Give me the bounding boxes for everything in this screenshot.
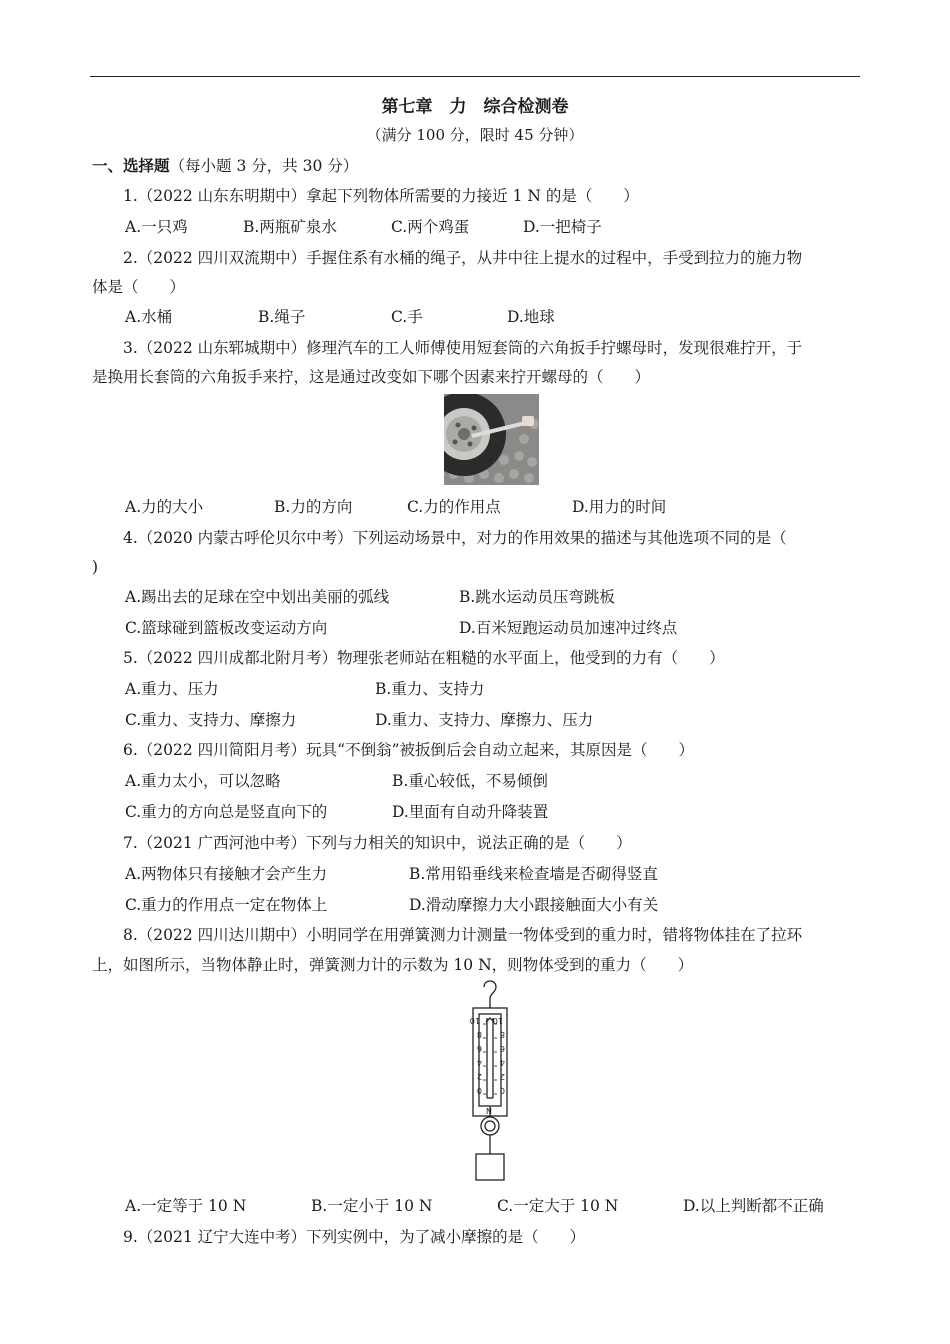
question-1-text: 1.（2022 山东东明期中）拿起下列物体所需要的力接近 1 N 的是（ ） — [123, 187, 639, 205]
page-subtitle: （满分 100 分，限时 45 分钟） — [366, 126, 584, 144]
q2-option-b: B.绳子 — [258, 308, 306, 326]
q3-option-a: A.力的大小 — [125, 498, 204, 516]
q1-option-c: C.两个鸡蛋 — [391, 218, 470, 236]
q2-option-c: C.手 — [391, 308, 423, 326]
q8-option-b: B.一定小于 10 N — [311, 1197, 433, 1215]
section-heading — [92, 156, 358, 176]
question-4-text: 4.（2020 内蒙古呼伦贝尔中考）下列运动场景中，对力的作用效果的描述与其他选项不同的是（ — [123, 529, 787, 547]
section-label: 一、选择题 — [92, 157, 170, 175]
q4-option-b: B.跳水运动员压弯跳板 — [459, 588, 615, 606]
q5-option-c: C.重力、支持力、摩擦力 — [125, 711, 297, 729]
question-7-text: 7.（2021 广西河池中考）下列与力相关的知识中，说法正确的是（ ） — [123, 834, 632, 852]
q1-option-b: B.两瓶矿泉水 — [243, 218, 337, 236]
scale-mark-right-6: 6 — [499, 1044, 505, 1053]
q8-option-d: D.以上判断都不正确 — [683, 1197, 824, 1215]
scale-mark-left-8: 8 — [476, 1030, 482, 1039]
q6-option-c: C.重力的方向总是竖直向下的 — [125, 803, 328, 821]
scale-mark-right-0: 0 — [499, 1086, 505, 1095]
page-title: 第七章 力 综合检测卷 — [381, 97, 569, 117]
question-3-text-cont: 是换用长套筒的六角扳手来拧，这是通过改变如下哪个因素来拧开螺母的（ ） — [92, 368, 651, 386]
q7-option-c: C.重力的作用点一定在物体上 — [125, 896, 328, 914]
question-5-text: 5.（2022 四川成都北附月考）物理张老师站在粗糙的水平面上，他受到的力有（ ） — [123, 649, 725, 667]
q7-option-a: A.两物体只有接触才会产生力 — [125, 865, 328, 883]
q7-option-b: B.常用铅垂线来检查墙是否砌得竖直 — [409, 865, 658, 883]
question-8-text-cont: 上，如图所示，当物体静止时，弹簧测力计的示数为 10 N，则物体受到的重力（ ） — [92, 956, 694, 974]
question-8-text: 8.（2022 四川达川期中）小明同学在用弹簧测力计测量一物体受到的重力时，错将物体挂在了拉环 — [123, 926, 803, 944]
question-2-text-cont: 体是（ ） — [92, 278, 186, 296]
question-9-text: 9.（2021 辽宁大连中考）下列实例中，为了减小摩擦的是（ ） — [123, 1228, 586, 1246]
q6-option-a: A.重力太小，可以忽略 — [125, 772, 281, 790]
top-rule — [90, 76, 860, 77]
scale-mark-right-4: 4 — [499, 1058, 505, 1067]
q3-option-b: B.力的方向 — [274, 498, 353, 516]
q6-option-d: D.里面有自动升降装置 — [392, 803, 549, 821]
q8-option-c: C.一定大于 10 N — [497, 1197, 619, 1215]
scale-mark-left-0: 0 — [476, 1086, 482, 1095]
q1-option-a: A.一只鸡 — [125, 218, 188, 236]
scale-mark-right-8: 8 — [499, 1030, 505, 1039]
question-6-text: 6.（2022 四川简阳月考）玩具“不倒翁”被扳倒后会自动立起来，其原因是（ ） — [123, 741, 695, 759]
q8-option-a: A.一定等于 10 N — [125, 1197, 247, 1215]
q5-option-d: D.重力、支持力、摩擦力、压力 — [375, 711, 594, 729]
question-3-text: 3.（2022 山东郓城期中）修理汽车的工人师傅使用短套筒的六角扳手拧螺母时，发现很难拧开，于 — [123, 339, 803, 357]
spring-scale-figure — [455, 980, 525, 1186]
question-2-text: 2.（2022 四川双流期中）手握住系有水桶的绳子，从井中往上提水的过程中，手受到拉力的施力物 — [123, 249, 803, 267]
question-4-text-cont: ) — [92, 558, 99, 576]
q7-option-d: D.滑动摩擦力大小跟接触面大小有关 — [409, 896, 659, 914]
q4-option-c: C.篮球碰到篮板改变运动方向 — [125, 619, 328, 637]
scale-mark-right-10: 10 — [492, 1016, 503, 1025]
scale-mark-left-2: 2 — [476, 1072, 482, 1081]
scale-mark-left-6: 6 — [476, 1044, 482, 1053]
q5-option-a: A.重力、压力 — [125, 680, 219, 698]
q3-option-c: C.力的作用点 — [407, 498, 501, 516]
q5-option-b: B.重力、支持力 — [375, 680, 485, 698]
scale-unit-label: N — [486, 1107, 492, 1116]
scale-mark-left-10: 10 — [469, 1016, 480, 1025]
wrench-tire-photo — [444, 394, 539, 485]
q3-option-d: D.用力的时间 — [572, 498, 667, 516]
q4-option-a: A.踢出去的足球在空中划出美丽的弧线 — [125, 588, 390, 606]
section-note: （每小题 3 分，共 30 分） — [169, 157, 359, 175]
scale-mark-right-2: 2 — [499, 1072, 505, 1081]
q1-option-d: D.一把椅子 — [523, 218, 602, 236]
q6-option-b: B.重心较低，不易倾倒 — [392, 772, 548, 790]
q4-option-d: D.百米短跑运动员加速冲过终点 — [459, 619, 678, 637]
q2-option-d: D.地球 — [507, 308, 555, 326]
scale-mark-left-4: 4 — [476, 1058, 482, 1067]
q2-option-a: A.水桶 — [125, 308, 173, 326]
